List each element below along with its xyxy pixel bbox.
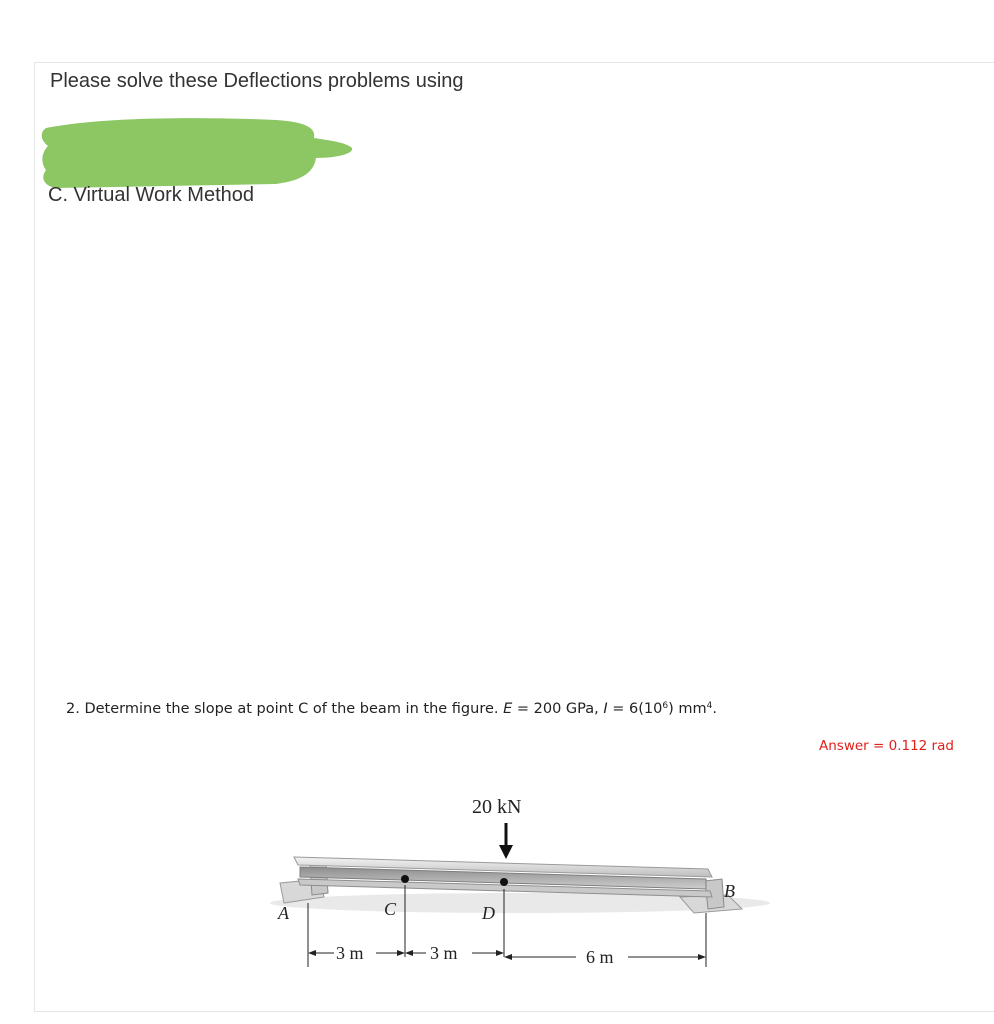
load-arrow-icon bbox=[499, 823, 513, 859]
beam-figure bbox=[250, 785, 770, 985]
intro-text: Please solve these Deflections problems using bbox=[50, 70, 464, 92]
problem-text: Determine the slope at point C of the beam in the figure. bbox=[84, 701, 499, 717]
i-value: = 6(10 bbox=[607, 701, 663, 717]
unit-exponent: 4 bbox=[706, 701, 713, 711]
problem-statement bbox=[66, 701, 717, 717]
answer-text: Answer = 0.112 rad bbox=[819, 738, 954, 754]
beam bbox=[294, 857, 712, 897]
point-a-label: A bbox=[278, 903, 289, 923]
point-c-label: C bbox=[384, 899, 397, 919]
dimension-arrowheads bbox=[308, 950, 706, 960]
dimension-cd: 3 m bbox=[430, 943, 458, 963]
method-text: C. Virtual Work Method bbox=[48, 184, 255, 206]
dimension-ac: 3 m bbox=[336, 943, 364, 963]
point-b-label: B bbox=[724, 881, 735, 901]
problem-end: . bbox=[712, 701, 717, 717]
e-value: = 200 GPa, bbox=[512, 701, 604, 717]
e-symbol: E bbox=[503, 701, 513, 717]
i-symbol: I bbox=[603, 701, 608, 717]
load-label: 20 kN bbox=[472, 796, 522, 818]
i-value-post: ) mm bbox=[668, 701, 707, 717]
point-c-marker bbox=[401, 875, 409, 883]
dimension-db: 6 m bbox=[586, 947, 614, 967]
point-d-label: D bbox=[482, 903, 495, 923]
problem-number: 2. bbox=[66, 701, 80, 717]
i-exponent: 6 bbox=[662, 701, 669, 711]
point-d-marker bbox=[500, 878, 508, 886]
